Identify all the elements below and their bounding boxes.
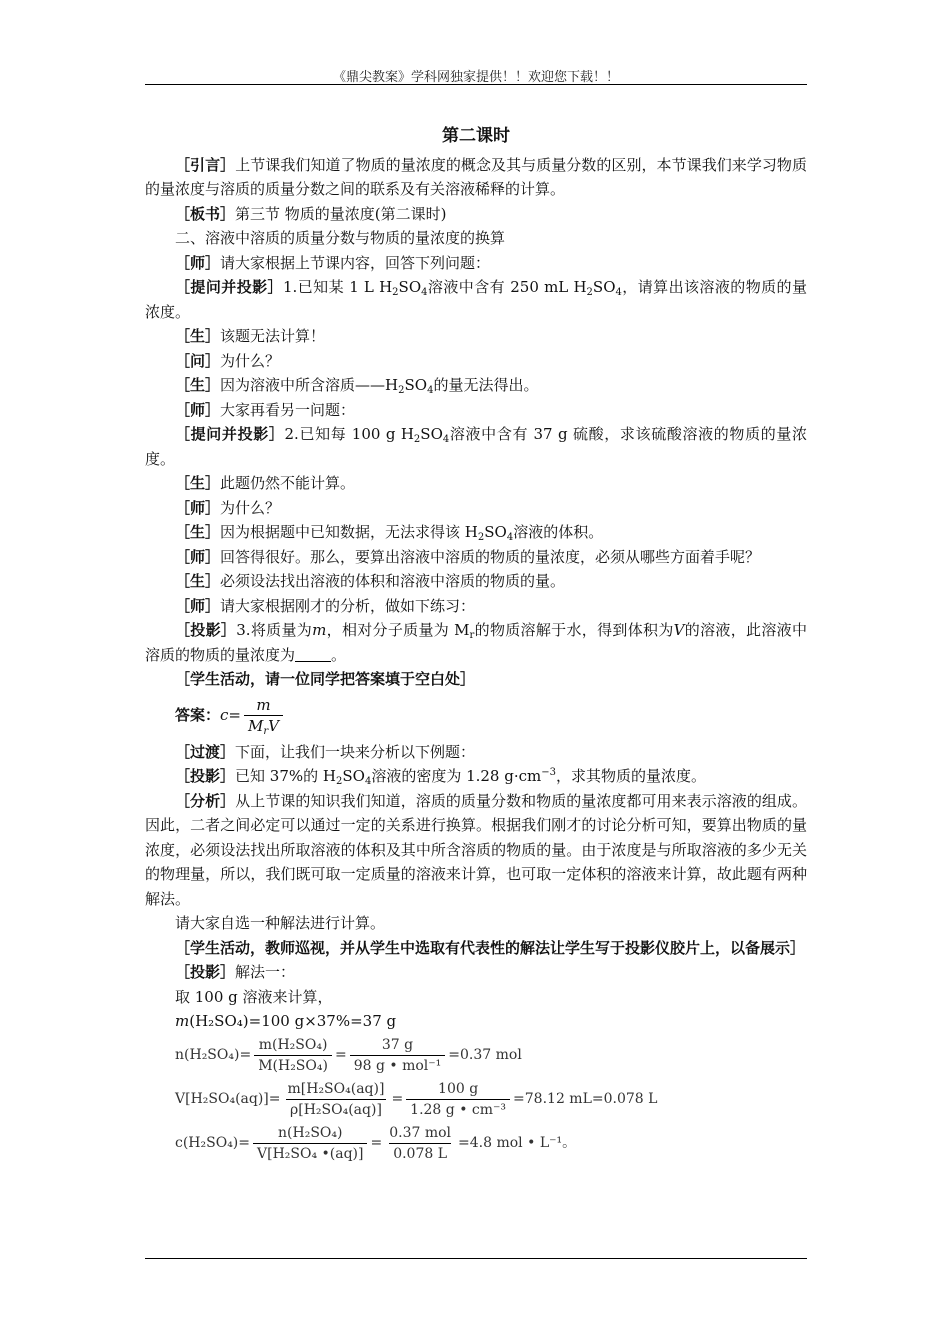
paragraph-text: 必须设法找出溶液的体积和溶液中溶质的物质的量。 [220,572,566,590]
text: 溶液中含有 37 g 硫酸，求该硫酸溶液的物质的量浓度。 [145,425,807,468]
text: 。 [331,645,347,664]
paragraph-text: 下面，让我们一块来分析以下例题： [235,742,476,761]
fraction [284,1079,389,1120]
text: 因为溶液中所含溶质——H [220,376,399,394]
paragraph-teacher [145,545,807,570]
paragraph-student [145,569,807,594]
tag-label: ［师］ [175,253,221,272]
paragraph-mass [145,1009,807,1034]
equation-v [175,1078,807,1122]
paragraph-question-2: ［提问并投影］2.已知每 100 g $H_2SO_4$溶液中含有 37 g 硫酸，求该硫酸溶液的物质的量浓度。 [145,425,807,468]
text: (H₂SO₄)=100 g×37%=37 g [189,1012,397,1030]
tag-label: ［生］ [175,327,221,345]
paragraph-intro [145,153,807,202]
fraction [406,1079,510,1120]
paragraph-section [145,226,807,251]
tag-label: ［师］ [175,498,221,517]
text: 溶液中含有 250 mL H [427,278,587,296]
tag-label: ［提问并投影］ [175,278,283,296]
paragraph-text: 该题无法计算！ [220,327,326,345]
paragraph-activity: ［学生活动，请一位同学把答案填于空白处］ [175,670,476,688]
tag-label: ［师］ [175,400,221,419]
equation-result: =4.8 mol • L⁻¹。 [458,1135,577,1152]
answer-label: 答案： [175,706,221,725]
tag-label: ［生］ [175,572,221,590]
equation-lhs: c(H₂SO₄)= [175,1135,250,1152]
tag-label: ［投影］ [175,963,236,981]
equation-lhs: V[H₂SO₄(aq)]= [175,1091,281,1108]
paragraph-solution [145,960,807,985]
fraction-numerator: m(H₂SO₄) [258,1037,328,1053]
tag-label: ［投影］ [175,767,236,785]
paragraph-text: 上节课我们知道了物质的量浓度的概念及其与质量分数的区别，本节课我们来学习物质的量浓度与溶质的质量分数之间的联系及有关溶液稀释的计算。 [145,155,807,198]
text: ，请算出该溶液的物质的量浓度。 [145,278,807,321]
text: M [248,717,264,735]
paragraph-transition [145,740,807,765]
equals: = [370,1135,383,1152]
paragraph-text: 请大家根据上节课内容，回答下列问题： [220,253,491,272]
paragraph-analysis [145,789,807,912]
tag-label: ［投影］ [175,621,237,639]
fraction [385,1123,455,1164]
equation-result: =78.12 mL=0.078 L [513,1091,658,1108]
lesson-title: 第二课时 [442,126,510,146]
text: 溶液的密度为 1.28 g·cm [371,767,542,785]
tag-label: ［师］ [175,596,221,615]
fraction [350,1035,446,1076]
superscript: −3 [541,767,556,778]
fraction-denominator: V[H₂SO₄ •(aq)] [253,1143,367,1164]
paragraph-student: ［生］因为溶液中所含溶质$——H_2SO_4$的量无法得出。 [175,376,539,396]
equation-c [175,1122,807,1166]
text: V [268,717,279,735]
paragraph-activity-2: ［学生活动，教师巡视，并从学生中选取有代表性的解法让学生写于投影仪胶片上，以备展示］ [175,938,806,957]
variable-m: m [175,1012,190,1030]
fraction-numerator: m[H₂SO₄(aq)] [287,1081,385,1097]
subscript-r: r [469,630,475,641]
text: SO [592,278,616,296]
text: SO [398,278,422,296]
text: 的量无法得出。 [433,376,539,394]
paragraph-text: 请大家根据刚才的分析，做如下练习： [220,596,476,615]
equation-lhs: n(H₂SO₄)= [175,1047,252,1064]
footer-rule [145,1258,807,1259]
text: 溶液的体积。 [513,523,604,541]
tag-label: ［生］ [175,376,221,394]
text: 1.已知某 1 L H [282,278,393,296]
text: 3.将质量为 [236,621,313,639]
paragraph-text: 此题仍然不能计算。 [220,474,356,492]
paragraph-teacher [145,398,807,423]
text: SO [342,767,365,785]
paragraph-example: ［投影］已知 37%的 $H_2SO_4$溶液的密度为 1.28 $g\cdot cm^{-3}$，求其物质的量浓度。 [175,767,707,787]
paragraph-ask [145,349,807,374]
fraction-denominator: 0.078 L [389,1143,451,1164]
formula-lhs: c= [220,706,241,725]
tag-label: ［分析］ [175,791,236,810]
document-body [145,124,807,1166]
header-rule [145,84,807,85]
text: 已知 37%的 H [235,767,336,785]
paragraph-teacher [145,496,807,521]
paragraph-student: ［生］因为根据题中已知数据，无法求得该 $H_2SO_4$溶液的体积。 [175,523,604,543]
equals: = [334,1047,347,1064]
paragraph-text: 二、溶液中溶质的质量分数与物质的量浓度的换算 [175,229,506,247]
equation-result: =0.37 mol [448,1047,522,1064]
paragraph-text: 第三节 物质的量浓度(第二课时) [235,204,447,223]
answer-blank [295,647,331,662]
paragraph-teacher [145,251,807,276]
paragraph-step: 取 100 g 溶液来计算， [175,987,333,1006]
paragraph-question-1: ［提问并投影］1.已知某 1 L $H_2SO_4$溶液中含有 250 mL $H_2SO_4$，请算出该溶液的物质的量浓度。 [145,278,807,321]
paragraph-text: 为什么？ [220,498,281,517]
text: 2.已知每 100 g H [284,425,414,443]
variable-v: V [673,621,685,639]
text: SO [420,425,443,443]
text: 因为根据题中已知数据，无法求得该 H [220,523,478,541]
tag-label: ［生］ [175,474,221,492]
paragraph-instruction: 请大家自选一种解法进行计算。 [175,914,386,932]
tag-label: ［过渡］ [175,742,236,761]
paragraph-question-3 [145,618,807,667]
fraction-denominator: 98 g • mol⁻¹ [350,1055,446,1076]
fraction [244,695,283,736]
fraction-numerator: 100 g [438,1081,479,1097]
text: SO [404,376,428,394]
tag-label: ［生］ [175,523,221,541]
paragraph-student [145,324,807,349]
fraction-denominator: M(H₂SO₄) [254,1055,332,1076]
tag-label: ［问］ [175,351,221,370]
fraction-numerator: m [256,696,271,714]
paragraph-teacher [145,594,807,619]
fraction-numerator: n(H₂SO₄) [278,1125,343,1141]
fraction-denominator: 1.28 g • cm⁻³ [406,1099,510,1120]
paragraph-student [145,471,807,496]
subscript: r [263,726,269,737]
fraction [254,1035,332,1076]
paragraph-text: 大家再看另一问题： [220,400,356,419]
fraction-denominator [244,715,283,736]
page-header: 《鼎尖教案》学科网独家提供！！欢迎您下载！！ [332,70,619,85]
fraction [253,1123,367,1164]
paragraph-text: 回答得很好。那么，要算出溶液中溶质的物质的量浓度，必须从哪些方面着手呢？ [220,547,761,566]
text: 的物质溶解于水，得到体积为 [474,621,674,639]
tag-label: ［师］ [175,547,221,566]
paragraph-text: 解法一： [235,963,296,981]
paragraph-board [145,202,807,227]
fraction-numerator: 0.37 mol [389,1125,452,1141]
fraction-numerator: 37 g [381,1037,414,1053]
equation-n [175,1034,807,1078]
tag-label: ［提问并投影］ [175,425,285,443]
tag-label: ［引言］ [175,155,236,174]
text: SO [484,523,507,541]
text: ，求其物质的量浓度。 [556,767,707,785]
equals: = [391,1091,404,1108]
answer-formula [175,692,807,740]
variable-m: m [312,621,327,639]
paragraph-text: 为什么？ [220,351,281,370]
paragraph-text: 从上节课的知识我们知道，溶质的质量分数和物质的量浓度都可用来表示溶液的组成。因此，二者之间必定可以通过一定的关系进行换算。根据我们刚才的讨论分析可知，要算出物质的量浓度，必须设法找出所取溶液的体积及其中所含溶质的物质的量。由于浓度是与所取溶液的多少无关的物理量，所以，我们既可取一定质量的溶液来计算，也可取一定体积的溶液来计算，故此题有两种解法。 [145,791,807,908]
fraction-denominator: ρ[H₂SO₄(aq)] [286,1099,386,1120]
text: 的溶液，此溶液中溶质的物质的量浓度为 [145,621,807,664]
text: ，相对分子质量为 M [326,621,470,639]
tag-label: ［板书］ [175,204,236,223]
